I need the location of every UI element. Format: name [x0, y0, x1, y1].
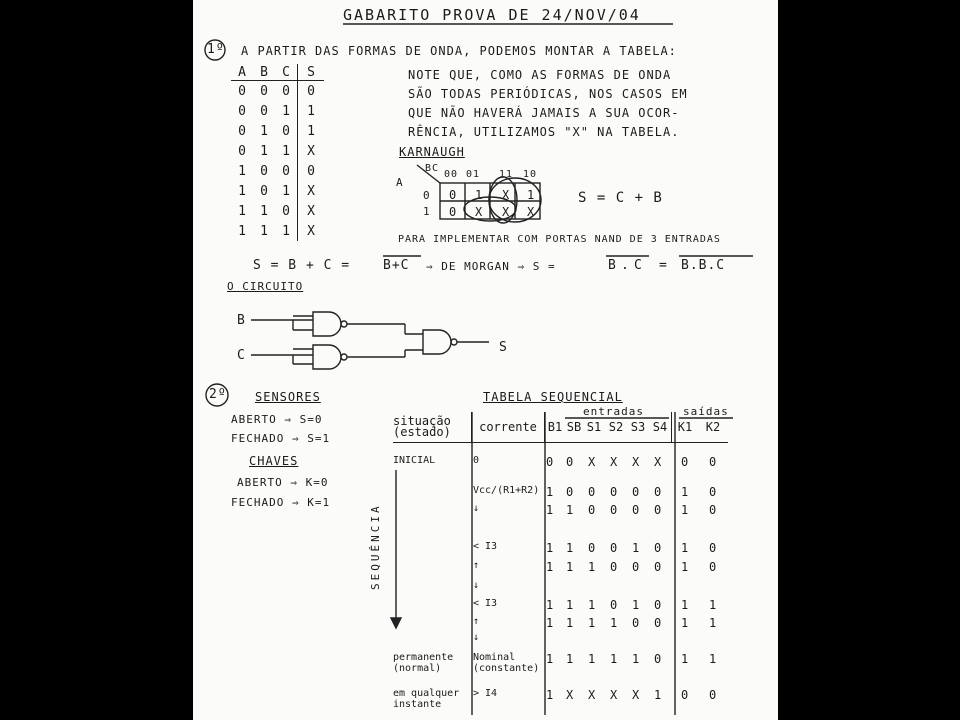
truth-cell: 0 [260, 103, 268, 119]
seq-cell: 1 [566, 560, 575, 574]
seq-cell: 0 [588, 503, 597, 517]
karnaugh-col-label: 01 [466, 169, 481, 180]
karnaugh-corner-row: A [396, 176, 404, 189]
q2-number-circle [206, 384, 228, 406]
seq-cell: 1 [546, 503, 555, 517]
seq-cell: 0 [654, 503, 663, 517]
seq-header: S1 [583, 412, 605, 443]
seq-cell: X [610, 455, 619, 469]
truth-cell: 0 [238, 143, 246, 159]
truth-cell: 1 [282, 223, 290, 239]
seq-cell: 1 [709, 598, 718, 612]
seq-cell: 1 [588, 616, 597, 630]
nand-gate-1 [313, 312, 347, 336]
seq-cell: 1 [632, 541, 641, 555]
seq-cell: Nominal (constante) [473, 652, 540, 674]
seq-cell: 0 [566, 455, 575, 469]
seq-cell: 0 [654, 652, 663, 666]
seq-header: SB [565, 412, 583, 443]
karnaugh-corner-col: BC [425, 163, 440, 174]
equation-dot: . [621, 258, 630, 273]
truth-cell: 1 [260, 223, 268, 239]
seq-cell: 0 [654, 485, 663, 499]
seq-cell: X [588, 455, 597, 469]
seq-cell: X [654, 455, 663, 469]
switch-line: ABERTO ⇒ K=0 [237, 476, 329, 489]
circuit-heading: O CIRCUITO [227, 280, 304, 293]
outputs-group-label: saídas [683, 405, 729, 418]
seq-cell: ↓ [473, 503, 480, 514]
seq-cell: 0 [654, 616, 663, 630]
seq-cell: 1 [546, 541, 555, 555]
karnaugh-cell: X [502, 205, 511, 219]
seq-cell: 0 [654, 541, 663, 555]
truth-cell: 0 [282, 163, 290, 179]
truth-cell: 0 [238, 103, 246, 119]
truth-table-header: A [231, 64, 253, 81]
question-1-intro: A PARTIR DAS FORMAS DE ONDA, PODEMOS MONTAR A TABELA: [241, 44, 677, 58]
sequence-table-title: TABELA SEQUENCIAL [483, 390, 623, 404]
seq-cell: 0 [632, 560, 641, 574]
drawing-layer [193, 0, 778, 720]
seq-cell: 0 [654, 560, 663, 574]
truth-cell: 0 [260, 163, 268, 179]
truth-cell: 1 [298, 121, 325, 141]
truth-cell: 1 [238, 183, 246, 199]
seq-cell: 1 [610, 616, 619, 630]
seq-cell: 1 [610, 652, 619, 666]
karnaugh-cell: 0 [449, 188, 458, 202]
seq-cell: < I3 [473, 541, 498, 552]
seq-cell: 1 [566, 541, 575, 555]
karnaugh-cell: X [527, 205, 536, 219]
note-line: NOTE QUE, COMO AS FORMAS DE ONDA [408, 68, 672, 82]
equation-equals: = [659, 258, 668, 273]
note-line: SÃO TODAS PERIÓDICAS, NOS CASOS EM [408, 87, 688, 101]
seq-cell: 1 [546, 652, 555, 666]
truth-cell: 0 [238, 83, 246, 99]
truth-cell: X [298, 141, 325, 161]
seq-header: B1 [545, 412, 566, 443]
sensors-heading: SENSORES [255, 390, 321, 404]
truth-cell: 0 [260, 83, 268, 99]
truth-table-header: C [275, 64, 298, 81]
sensor-line: ABERTO ⇒ S=0 [231, 413, 323, 426]
seq-cell: INICIAL [393, 455, 436, 466]
seq-cell: 0 [566, 485, 575, 499]
seq-cell: < I3 [473, 598, 498, 609]
equation-middle: ⇒ DE MORGAN ⇒ S = [426, 260, 556, 273]
circuit-input-label: B [237, 313, 246, 328]
truth-cell: 0 [282, 123, 290, 139]
page-title: GABARITO PROVA DE 24/NOV/04 [343, 6, 641, 24]
equation-bar3: B.B.C [681, 258, 726, 273]
seq-cell: 1 [546, 616, 555, 630]
seq-cell: 1 [681, 485, 690, 499]
seq-header: situação (estado) [393, 412, 472, 443]
karnaugh-heading: KARNAUGH [399, 145, 465, 159]
circuit-input-label: C [237, 348, 246, 363]
seq-cell: Vcc/(R1+R2) [473, 485, 540, 496]
inputs-group-label: entradas [583, 405, 644, 418]
question-1-number: 1º [207, 42, 225, 57]
seq-cell: ↓ [473, 632, 480, 643]
seq-cell: 0 [632, 485, 641, 499]
seq-cell: em qualquer instante [393, 688, 460, 710]
equation-left: S = B + C = [253, 258, 351, 273]
seq-cell: 0 [709, 560, 718, 574]
answer-sheet [193, 0, 778, 720]
truth-cell: 0 [298, 81, 325, 102]
seq-cell: 0 [546, 455, 555, 469]
seq-cell: X [588, 688, 597, 702]
seq-cell: 0 [681, 688, 690, 702]
seq-cell: 1 [681, 541, 690, 555]
truth-cell: X [298, 221, 325, 241]
seq-cell: 0 [610, 598, 619, 612]
seq-cell: X [566, 688, 575, 702]
seq-cell: 0 [709, 485, 718, 499]
seq-cell: 1 [681, 652, 690, 666]
truth-cell: 1 [298, 101, 325, 121]
truth-cell: 1 [282, 143, 290, 159]
nand-gate-3 [423, 330, 457, 354]
karnaugh-cell: X [502, 188, 511, 202]
truth-cell: 1 [260, 203, 268, 219]
q1-number-circle [205, 40, 225, 60]
truth-cell: 1 [282, 183, 290, 199]
seq-cell: 1 [709, 652, 718, 666]
seq-cell: 1 [681, 616, 690, 630]
seq-cell: X [632, 455, 641, 469]
truth-cell: 1 [238, 203, 246, 219]
truth-cell: 1 [260, 123, 268, 139]
truth-cell: 1 [260, 143, 268, 159]
seq-cell: 1 [632, 598, 641, 612]
equation-bar2a: B [608, 258, 617, 273]
seq-cell: 1 [588, 560, 597, 574]
karnaugh-col-label: 10 [523, 169, 538, 180]
seq-cell: 0 [588, 541, 597, 555]
seq-cell: 1 [632, 652, 641, 666]
karnaugh-cell: X [475, 205, 484, 219]
nand-gate-2 [313, 345, 347, 369]
seq-cell: 1 [588, 652, 597, 666]
seq-cell: 0 [709, 455, 718, 469]
karnaugh-cell: 0 [449, 205, 458, 219]
seq-cell: 1 [566, 503, 575, 517]
seq-cell: > I4 [473, 688, 498, 699]
seq-cell: 0 [588, 485, 597, 499]
question-2-number: 2º [209, 387, 227, 402]
karnaugh-loop-c [489, 177, 517, 223]
karnaugh-row-label: 1 [423, 205, 431, 218]
seq-header: K2 [698, 412, 728, 443]
equation-bar2b: C [634, 258, 643, 273]
truth-cell: 0 [298, 161, 325, 181]
seq-cell: X [632, 688, 641, 702]
seq-cell: 0 [610, 560, 619, 574]
seq-cell: 1 [681, 598, 690, 612]
truth-cell: X [298, 201, 325, 221]
seq-header: S4 [649, 412, 672, 443]
seq-cell: 1 [681, 503, 690, 517]
truth-cell: 0 [282, 203, 290, 219]
seq-cell: 0 [709, 541, 718, 555]
seq-cell: 0 [654, 598, 663, 612]
seq-header: S2 [605, 412, 627, 443]
seq-cell: 1 [654, 688, 663, 702]
seq-cell: 1 [588, 598, 597, 612]
seq-cell: 0 [610, 485, 619, 499]
karnaugh-result: S = C + B [578, 190, 663, 206]
truth-cell: 1 [238, 163, 246, 179]
seq-cell: 1 [709, 616, 718, 630]
seq-cell: 1 [546, 688, 555, 702]
seq-header: corrente [472, 412, 545, 443]
truth-cell: 0 [260, 183, 268, 199]
seq-cell: permanente (normal) [393, 652, 454, 674]
seq-cell: 0 [610, 541, 619, 555]
truth-cell: 1 [282, 103, 290, 119]
karnaugh-col-label: 11 [499, 169, 514, 180]
seq-cell: ↑ [473, 560, 480, 571]
seq-cell: 1 [566, 598, 575, 612]
seq-cell: 1 [546, 598, 555, 612]
seq-header: K1 [672, 412, 699, 443]
seq-cell: 0 [709, 688, 718, 702]
seq-cell: 1 [566, 652, 575, 666]
seq-cell: 0 [632, 503, 641, 517]
sensor-line: FECHADO ⇒ S=1 [231, 432, 331, 445]
seq-cell: 0 [632, 616, 641, 630]
seq-cell: 0 [709, 503, 718, 517]
equation-bar1: B+C [383, 258, 410, 273]
karnaugh-cell: 1 [527, 188, 536, 202]
seq-cell: 1 [546, 560, 555, 574]
seq-header: S3 [627, 412, 649, 443]
truth-table-header: S [298, 64, 325, 81]
sequence-label: SEQUÊNCIA [369, 503, 382, 590]
seq-cell: 0 [681, 455, 690, 469]
switches-heading: CHAVES [249, 454, 299, 468]
switch-line: FECHADO ⇒ K=1 [231, 496, 331, 509]
truth-table-header: B [253, 64, 275, 81]
seq-cell: 1 [566, 616, 575, 630]
seq-cell: 0 [473, 455, 480, 466]
circuit-output-label: S [499, 340, 508, 355]
karnaugh-cell: 1 [475, 188, 484, 202]
seq-cell: X [610, 688, 619, 702]
implement-note: PARA IMPLEMENTAR COM PORTAS NAND DE 3 ENTRADAS [398, 234, 721, 245]
seq-cell: 1 [681, 560, 690, 574]
note-line: QUE NÃO HAVERÁ JAMAIS A SUA OCOR- [408, 106, 680, 120]
seq-cell: ↓ [473, 580, 480, 591]
truth-cell: 1 [238, 223, 246, 239]
karnaugh-row-label: 0 [423, 189, 431, 202]
truth-cell: 0 [282, 83, 290, 99]
truth-cell: 0 [238, 123, 246, 139]
karnaugh-col-label: 00 [444, 169, 459, 180]
truth-cell: X [298, 181, 325, 201]
seq-cell: 0 [610, 503, 619, 517]
note-line: RÊNCIA, UTILIZAMOS "X" NA TABELA. [408, 125, 680, 139]
seq-cell: ↑ [473, 616, 480, 627]
seq-cell: 1 [546, 485, 555, 499]
